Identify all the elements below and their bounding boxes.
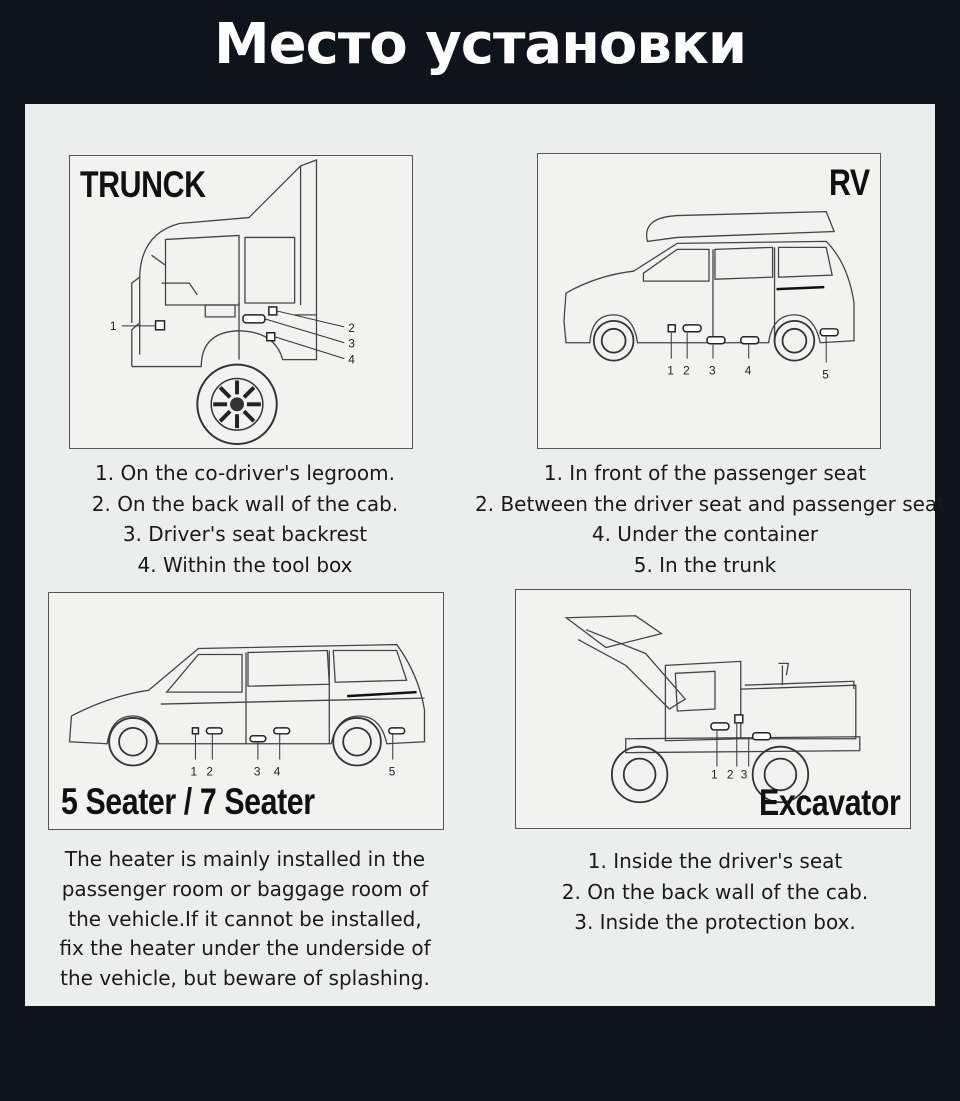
excavator-caption-line: 2. On the back wall of the cab. xyxy=(561,879,869,904)
truck-marker-4: 4 xyxy=(348,352,355,367)
seater-marker-1: 1 xyxy=(190,764,198,779)
truck-caption-line: 2. On the back wall of the cab. xyxy=(91,491,399,516)
rv-marker-5: 5 xyxy=(822,367,829,382)
truck-marker-1: 1 xyxy=(109,318,117,333)
rv-panel xyxy=(537,153,881,449)
seater-paragraph-line: the vehicle, but beware of splashing. xyxy=(60,966,430,991)
content-sheet xyxy=(25,104,946,1006)
rv-caption-line: 1. In front of the passenger seat xyxy=(543,461,867,485)
truck-caption-line: 3. Driver's seat backrest xyxy=(122,522,368,547)
rv-caption xyxy=(475,458,946,580)
rv-caption-line: 5. In the trunk xyxy=(633,552,777,577)
excavator-marker-2: 2 xyxy=(726,767,734,782)
seater-paragraph-line: The heater is mainly installed in the xyxy=(64,847,426,871)
excavator-marker-1: 1 xyxy=(711,767,718,782)
seater-paragraph-line: passenger room or baggage room of xyxy=(61,876,429,901)
rv-badge: RV xyxy=(829,162,870,203)
truck-marker-2: 2 xyxy=(348,320,355,335)
truck-panel xyxy=(69,155,413,449)
rv-marker-3: 3 xyxy=(709,363,716,378)
excavator-caption-line: 3. Inside the protection box. xyxy=(574,910,856,935)
excavator-badge: Excavator xyxy=(758,782,900,823)
excavator-marker-3: 3 xyxy=(740,767,748,782)
excavator-caption-line: 1. Inside the driver's seat xyxy=(587,849,843,873)
truck-badge: TRUNCK xyxy=(80,164,206,205)
rv-caption-line: 4. Under the container xyxy=(591,522,819,547)
seater-marker-4: 4 xyxy=(273,764,281,779)
seater-wheels xyxy=(109,718,381,766)
excavator-panel xyxy=(515,589,911,829)
rv-caption-line: 2. Between the driver seat and passenger seat xyxy=(475,491,946,516)
truck-marker-3: 3 xyxy=(348,336,355,351)
seater-marker-3: 3 xyxy=(253,764,261,779)
seater-marker-5: 5 xyxy=(388,764,396,779)
rv-marker-2: 2 xyxy=(683,363,690,378)
seater-paragraph xyxy=(45,845,445,994)
rv-marker-1: 1 xyxy=(667,363,674,378)
seater-marker-2: 2 xyxy=(206,764,213,779)
truck-caption xyxy=(45,458,445,580)
seater-paragraph-line: fix the heater under the underside of xyxy=(59,936,431,961)
excavator-caption xyxy=(505,846,925,938)
rv-wheels xyxy=(594,321,815,361)
page-title: Место установки xyxy=(213,12,747,77)
seater-panel xyxy=(48,592,444,830)
rv-marker-4: 4 xyxy=(744,363,752,378)
truck-wheel xyxy=(197,365,276,444)
truck-caption-line: 1. On the co-driver's legroom. xyxy=(95,461,395,485)
truck-caption-line: 4. Within the tool box xyxy=(137,552,353,577)
seater-badge: 5 Seater / 7 Seater xyxy=(61,781,315,822)
seater-paragraph-line: the vehicle.If it cannot be installed, xyxy=(68,906,422,931)
